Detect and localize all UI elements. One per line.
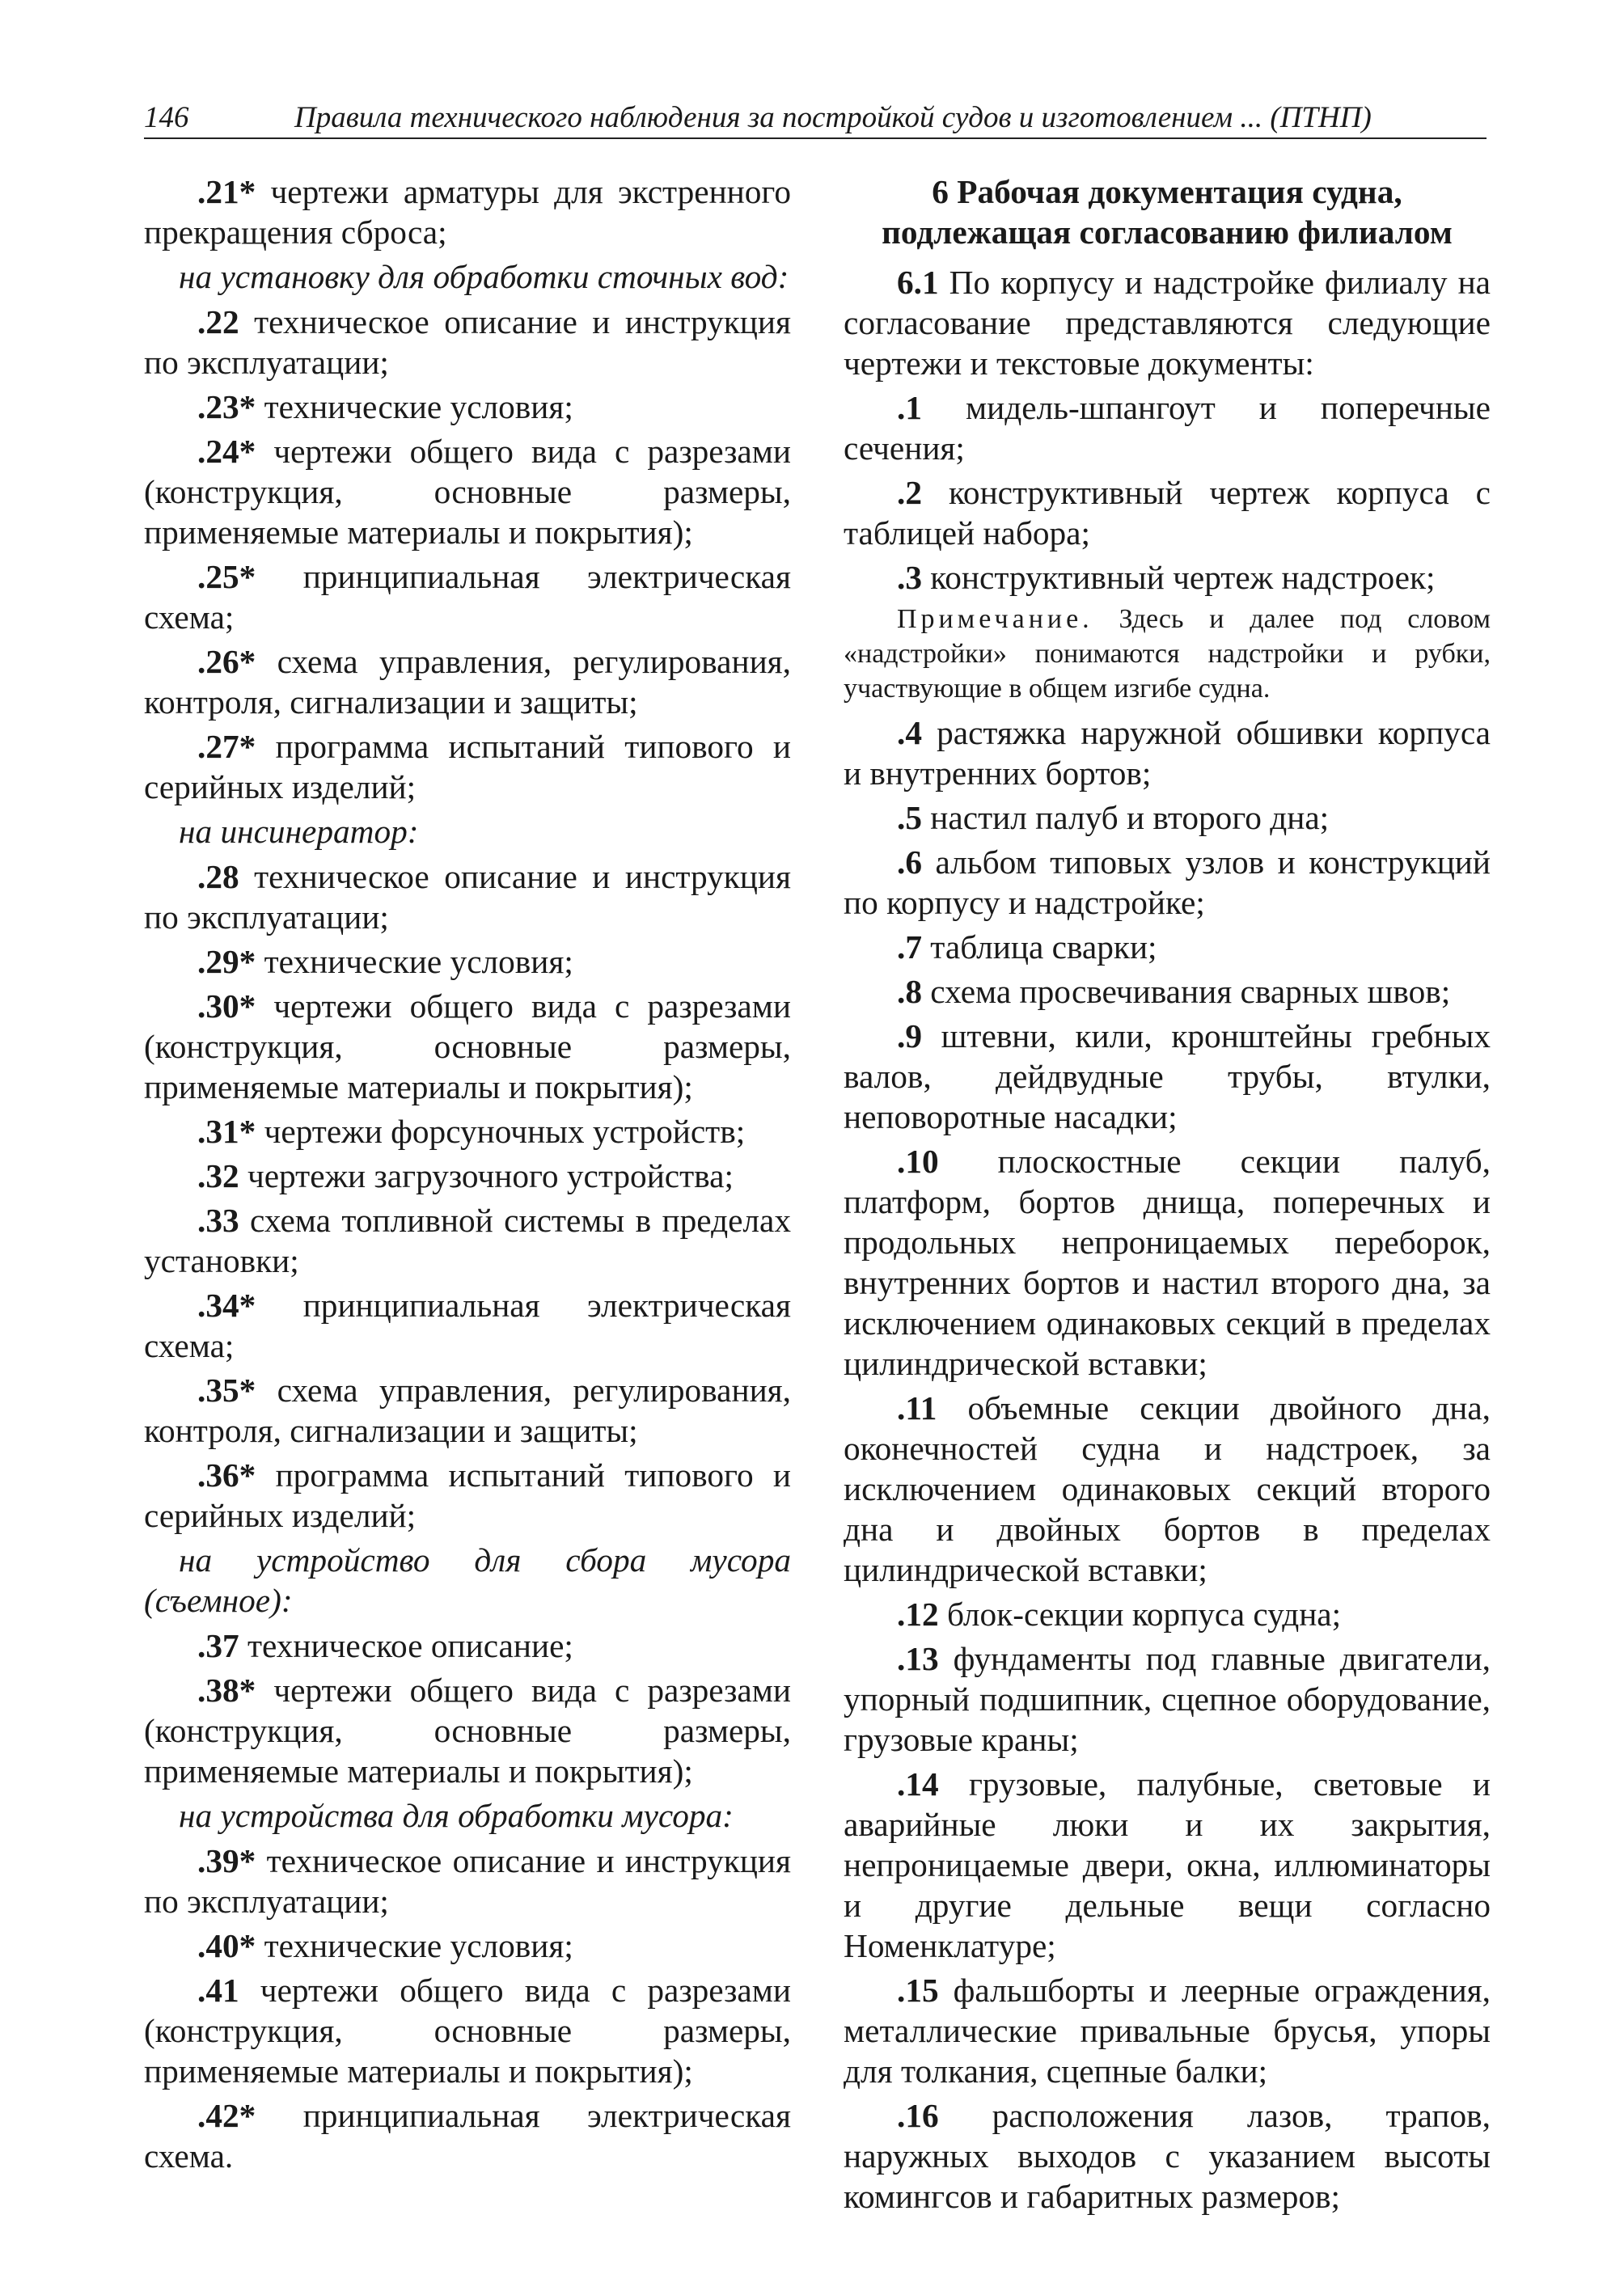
list-item-32: .32 чертежи загрузочного устройства; — [197, 1157, 734, 1194]
list-item-28: .28 техническое описание и инструкция по эксплуатации; — [144, 858, 791, 936]
list-item-11: .11 объемные секции двойного дна, оконечностей судна и надстроек, за исключением одинаковых секций второго дна и двойных бортов в пределах цилиндрической вставки; — [844, 1389, 1491, 1588]
list-item-7: .7 таблица сварки; — [897, 928, 1157, 966]
list-item-16: .16 расположения лазов, трапов, наружных выходов с указанием высоты комингсов и габаритных размеров; — [844, 2097, 1491, 2215]
list-item-38: .38* чертежи общего вида с разрезами (конструкция, основные размеры, применяемые материалы и покрытия); — [144, 1672, 791, 1790]
list-item-13: .13 фундаменты под главные двигатели, упорный подшипник, сцепное оборудование, грузовые краны; — [844, 1640, 1491, 1758]
list-item-3: .3 конструктивный чертеж надстроек; — [897, 559, 1436, 596]
list-item-39: .39* техническое описание и инструкция по эксплуатации; — [144, 1842, 791, 1920]
list-item-31: .31* чертежи форсуночных устройств; — [197, 1113, 746, 1150]
subheading-sewage: на установку для обработки сточных вод: — [179, 258, 789, 295]
list-item-41: .41 чертежи общего вида с разрезами (конструкция, основные размеры, применяемые материалы и покрытия); — [144, 1972, 791, 2090]
list-item-25: .25* принципиальная электрическая схема; — [144, 558, 791, 636]
page-number: 146 — [144, 101, 189, 134]
list-item-34: .34* принципиальная электрическая схема; — [144, 1287, 791, 1364]
running-header — [144, 99, 1487, 139]
subheading-garbage-collection: на устройство для сбора мусора (съемное): — [144, 1541, 791, 1619]
list-item-36: .36* программа испытаний типового и серийных изделий; — [144, 1456, 791, 1534]
list-item-29: .29* технические условия; — [197, 943, 573, 980]
list-item-33: .33 схема топливной системы в пределах установки; — [144, 1202, 791, 1279]
list-item-27: .27* программа испытаний типового и серийных изделий; — [144, 728, 791, 805]
list-item-5: .5 настил палуб и второго дна; — [897, 799, 1330, 836]
list-item-35: .35* схема управления, регулирования, контроля, сигнализации и защиты; — [144, 1372, 791, 1449]
subheading-garbage-processing: на устройства для обработки мусора: — [179, 1797, 734, 1834]
list-item-2: .2 конструктивный чертеж корпуса с таблицей набора; — [844, 474, 1491, 552]
subheading-incinerator: на инсинератор: — [179, 813, 419, 850]
list-item-12: .12 блок-секции корпуса судна; — [897, 1596, 1342, 1633]
list-item-21: .21* чертежи арматуры для экстренного прекращения сброса; — [144, 173, 791, 251]
list-item-26: .26* схема управления, регулирования, контроля, сигнализации и защиты; — [144, 643, 791, 721]
note: Примечание. Здесь и далее под словом «надстройки» понимаются надстройки и рубки, участвующие в общем изгибе судна. — [844, 604, 1491, 704]
list-item-15: .15 фальшборты и леерные ограждения, металлические привальные брусья, упоры для толкания, сцепные балки; — [844, 1972, 1491, 2090]
list-item-4: .4 растяжка наружной обшивки корпуса и внутренних бортов; — [844, 714, 1491, 792]
list-item-37: .37 техническое описание; — [197, 1627, 573, 1664]
running-title: Правила технического наблюдения за постройкой судов и изготовлением ... (ПТНП) — [294, 101, 1372, 134]
list-item-1: .1 мидель-шпангоут и поперечные сечения; — [844, 389, 1491, 467]
list-item-6: .6 альбом типовых узлов и конструкций по корпусу и надстройке; — [844, 843, 1491, 921]
list-item-14: .14 грузовые, палубные, световые и аварийные люки и их закрытия, непроницаемые двери, окна, иллюминаторы и другие дельные вещи согласно Номенклатуре; — [844, 1765, 1491, 1964]
left-column — [144, 171, 791, 2180]
list-item-8: .8 схема просвечивания сварных швов; — [897, 973, 1451, 1010]
list-item-42: .42* принципиальная электрическая схема. — [144, 2097, 791, 2175]
list-item-23: .23* технические условия; — [197, 388, 573, 425]
note-label: Примечание. — [897, 604, 1093, 634]
list-item-24: .24* чертежи общего вида с разрезами (конструкция, основные размеры, применяемые материалы и покрытия); — [144, 433, 791, 551]
paragraph-6-1: 6.1 По корпусу и надстройке филиалу на согласование представляются следующие чертежи и текстовые документы: — [844, 264, 1491, 382]
list-item-10: .10 плоскостные секции палуб, платформ, бортов днища, поперечных и продольных непроницаемых переборок, внутренних бортов и настил второго дна, за исключением одинаковых секций в пределах цилиндрической вставки; — [844, 1143, 1491, 1382]
list-item-40: .40* технические условия; — [197, 1927, 573, 1964]
list-item-9: .9 штевни, кили, кронштейны гребных валов, дейдвудные трубы, втулки, неповоротные насадки; — [844, 1017, 1491, 1135]
list-item-22: .22 техническое описание и инструкция по эксплуатации; — [144, 303, 791, 381]
section-heading: 6 Рабочая документация судна, подлежащая согласованию филиалом — [882, 173, 1453, 251]
right-column — [844, 171, 1491, 2221]
list-item-30: .30* чертежи общего вида с разрезами (конструкция, основные размеры, применяемые материалы и покрытия); — [144, 987, 791, 1105]
